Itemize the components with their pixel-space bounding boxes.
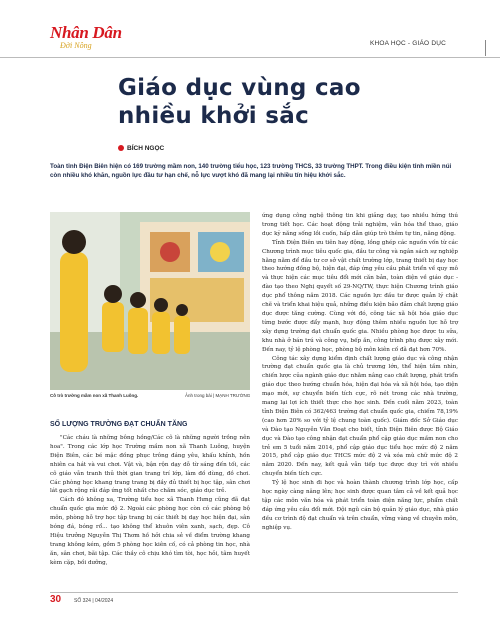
article-column-2 <box>262 212 458 533</box>
article-title <box>118 74 448 130</box>
newspaper-logo[interactable] <box>50 24 142 54</box>
paragraph: Công tác xây dựng kiểm định chất lượng giáo dục và công nhận trường đạt chuẩn quốc gia là chủ trương lớn, thể hiện tầm nhìn, chiến lược của ngành giáo dục nhằm nâng cao chất lượng, phát triển giáo dục theo hướng chuẩn hóa, hiện đại hóa và xã hội hóa, tạo diện mạo mới, sự chuyển biến tích cực, rõ nét trong các nhà trường, mang lại lợi ích thiết thực cho học sinh. Đến cuối năm 2023, toàn tỉnh Điện Biên có 362/463 trường đạt chuẩn quốc gia, chiếm 78,19% (cao hơn 20% so với tỷ lệ chung toàn quốc). Giám đốc Sở Giáo dục và Đào tạo Nguyễn Văn Đoạt cho biết, tỉnh Điện Biên được Bộ Giáo dục và Đào tạo công nhận đạt chuẩn phổ cập giáo dục mầm non cho trẻ em 5 tuổi năm 2014, phổ cập giáo dục tiểu học mức độ 2 năm 2015, phổ cập giáo dục THCS mức độ 2 và xóa mù chữ mức độ 2 năm 2020. Đến nay, kết quả vẫn tiếp tục được duy trì với nhiều chuyển biến tích cực. <box>262 355 458 478</box>
article-photo <box>50 212 250 390</box>
paragraph: ứng dụng công nghệ thông tin khi giảng dạy, tạo nhiều hứng thú trong tiết học. Các hoạt động trải nghiệm, văn hóa thể thao, giáo dục kỹ năng sống lồi cuốn, hấp dẫn giúp trò thêm tự tin, năng động. <box>262 213 458 237</box>
article-column-1 <box>50 434 250 568</box>
issue-label: SỐ 324 | 04/2024 <box>74 598 114 604</box>
page-header <box>0 0 500 60</box>
paragraph: "Các cháu là những bông hồng/Các cô là những người trồng nên hoa". Trong các lớp học Trường mầm non xã Thanh Luông, huyện Điện Biên, các bé mặc đồng phục trông đáng yêu, khấu khỉnh, hồn nhiên ca hát và vui chơi. Vật và, bận rộn dạy dỗ từ sáng đến tối, các cô giáo vẫn tranh thủ thời gian trang trí lớp, làm đồ dùng, đồ chơi. Các phòng học khang trang trang bị đầy đủ thiết bị học tập, sân chơi lát gạch rộng rãi đáp ứng tốt nhất cho chăm sóc, giáo dục trẻ. <box>50 435 250 495</box>
section-label: KHOA HỌC - GIÁO DỤC <box>369 40 446 47</box>
classroom-photo-illustration <box>50 212 250 390</box>
author-name: BÍCH NGỌC <box>127 145 165 152</box>
paragraph: Cách đó không xa, Trường tiểu học xã Thanh Hưng cũng đã đạt chuẩn quốc gia mức độ 2. Ngoài các phòng học còn có các phòng bộ môn, phòng hỗ trợ học tập trang bị các thiết bị dạy học hiện đại, sân bóng đá, bóng rổ... tạo không thể khuôn viên xanh, sạch, đẹp. Cô Hiệu trưởng Nguyễn Thị Thơm hồ hởi chia sẻ về điểm trường khang trang không kém, gồm 5 phòng học kiên cố, có cả phòng tin học, nhà ăn, sân chơi, bãi tập. Các thầy cô chịu khó tìm tòi, học hỏi, tâm huyết kèm cặp, bồi dưỡng, <box>50 497 250 566</box>
footer-rule <box>50 592 458 593</box>
photo-caption: Cô trò trường mầm non xã Thanh Luông. <box>50 393 139 398</box>
header-divider <box>485 40 486 56</box>
logo-sub-text: Đời Nông <box>60 41 92 50</box>
paragraph: Tỷ lệ học sinh đi học và hoàn thành chương trình lớp học, cấp học ngày càng nâng lên; học sinh được quan tâm cả về kết quả học tập các môn văn hóa và phát triển toàn diện năng lực, phẩm chất đáp ứng yêu cầu đổi mới. Đội ngũ cán bộ quản lý giáo dục, nhà giáo đều cơ trình độ đạt chuẩn và trên chuẩn, vững vàng về chuyên môn, nghiệp vụ. <box>262 480 458 531</box>
author-byline <box>118 145 164 152</box>
author-dot-icon <box>118 145 124 151</box>
article-lead: Toàn tỉnh Điện Biên hiện có 169 trường mầm non, 140 trường tiểu học, 123 trường THCS, 33 trường THPT. Trong điều kiện tỉnh miền núi còn nhiều khó khăn, nguồn lực đầu tư hạn chế, nỗ lực vượt khó đã mang lại nhiều tín hiệu khởi sắc. <box>50 163 452 179</box>
header-rule <box>0 57 500 58</box>
section-subhead: SỐ LƯỢNG TRƯỜNG ĐẠT CHUẨN TĂNG <box>50 421 188 428</box>
logo-main-text: Nhân Dân <box>50 23 122 42</box>
paragraph: Tỉnh Điện Biên ưu tiên hay động, lồng ghép các nguồn vốn từ các Chương trình mục tiêu quốc gia, đầu tư công và ngân sách sự nghiệp hằng năm để đầu tư cơ sở vật chất trường lớp, trang thiết bị dạy học theo hướng đồng bộ, hiện đại, đáp ứng yêu cầu phát triển về quy mô và thực hiện các mục tiêu đổi mới căn bản, toàn diện về giáo dục - đào tạo theo Nghị quyết số 29-NQ/TW, thực hiện Chương trình giáo dục phổ thông năm 2018. Các nguồn lực đầu tư được quản lý chặt chẽ và triển khai hiệu quả, những điều kiện bảo đảm chất lượng giáo dục được tăng cường. Cùng với đó, công tác xã hội hóa giáo dục từng bước được đẩy mạnh, huy động thêm nhiều nguồn lực hỗ trợ xây dựng trường đạt chuẩn quốc gia. Nhiều phòng học được tu sửa, khu nhà ở bán trú và công vụ, bếp ăn, công trình phụ được xây mới. Đến nay, tỷ lệ phòng học, phòng bộ môn kiên cố đã đạt hơn 70%. <box>262 239 458 353</box>
title-line-1: Giáo dục vùng cao <box>118 75 361 101</box>
photo-credit: Ảnh trong bài | MẠNH TRƯỜNG <box>185 393 251 398</box>
page-number: 30 <box>50 594 62 605</box>
title-line-2: nhiều khởi sắc <box>118 103 310 129</box>
